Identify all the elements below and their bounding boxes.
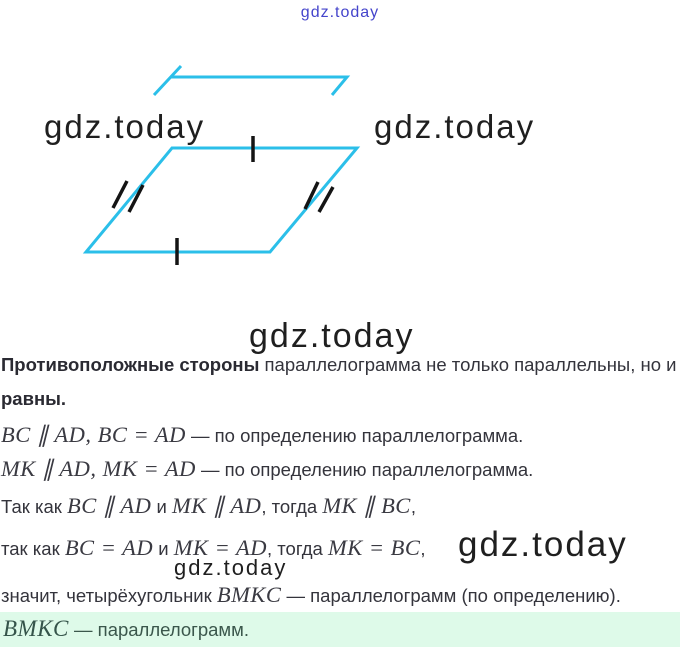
math-text: BC ∥ AD, BC = AD [1,422,186,447]
parallelogram-outline [86,148,357,252]
body-text: Так как [1,496,68,517]
solution-line-5 [1,492,416,519]
watermark-center: gdz.today [249,317,415,355]
body-text: , тогда [267,538,328,559]
watermark-right: gdz.today [374,108,536,145]
body-text: — по определению параллелограмма. [185,425,524,446]
solution-line-3 [1,421,523,448]
watermark-inline-large: gdz.today [458,525,628,564]
solution-line-6 [1,534,426,561]
body-text: так как [1,538,65,559]
parallelogram-figure [0,55,680,285]
math-text: MK ∥ BC [322,493,411,518]
double-tick-marks-left-side [113,181,143,212]
conclusion-highlight [0,612,680,647]
solution-line-1 [1,354,676,376]
math-text: MK ∥ AD, MK = AD [1,456,196,481]
watermark-top: gdz.today [300,4,380,21]
body-text: , [410,496,416,517]
body-text: значит, четырёхугольник [1,585,217,606]
body-text: и [153,538,174,559]
math-text: BMKC [3,616,69,641]
math-text: MK = AD [173,535,267,560]
math-text: BMKC [216,582,282,607]
solution-line-4 [1,455,533,482]
body-text: и [151,496,172,517]
math-text: BC = AD [64,535,154,560]
body-text: , [420,538,426,559]
solution-line-2 [1,388,66,410]
math-text: MK = BC [327,535,421,560]
body-text: Противоположные стороны [1,354,260,375]
solution-line-7 [1,581,621,608]
body-text: равны. [1,388,67,409]
double-tick-marks-right-side [305,182,333,212]
watermark-inline-small: gdz.today [174,555,288,580]
math-text: BC ∥ AD [67,493,152,518]
body-text: — параллелограмм. [68,619,250,640]
conclusion-line [3,615,249,643]
body-text: — по определению параллелограмма. [195,459,534,480]
body-text: , тогда [261,496,323,517]
upper-parallelogram-partial [154,66,347,95]
body-text: — параллелограмм (по определению). [281,585,621,606]
watermark-left: gdz.today [44,108,206,145]
body-text: параллелограмма не только параллельны, но и [259,354,677,375]
math-text: MK ∥ AD [171,493,262,518]
